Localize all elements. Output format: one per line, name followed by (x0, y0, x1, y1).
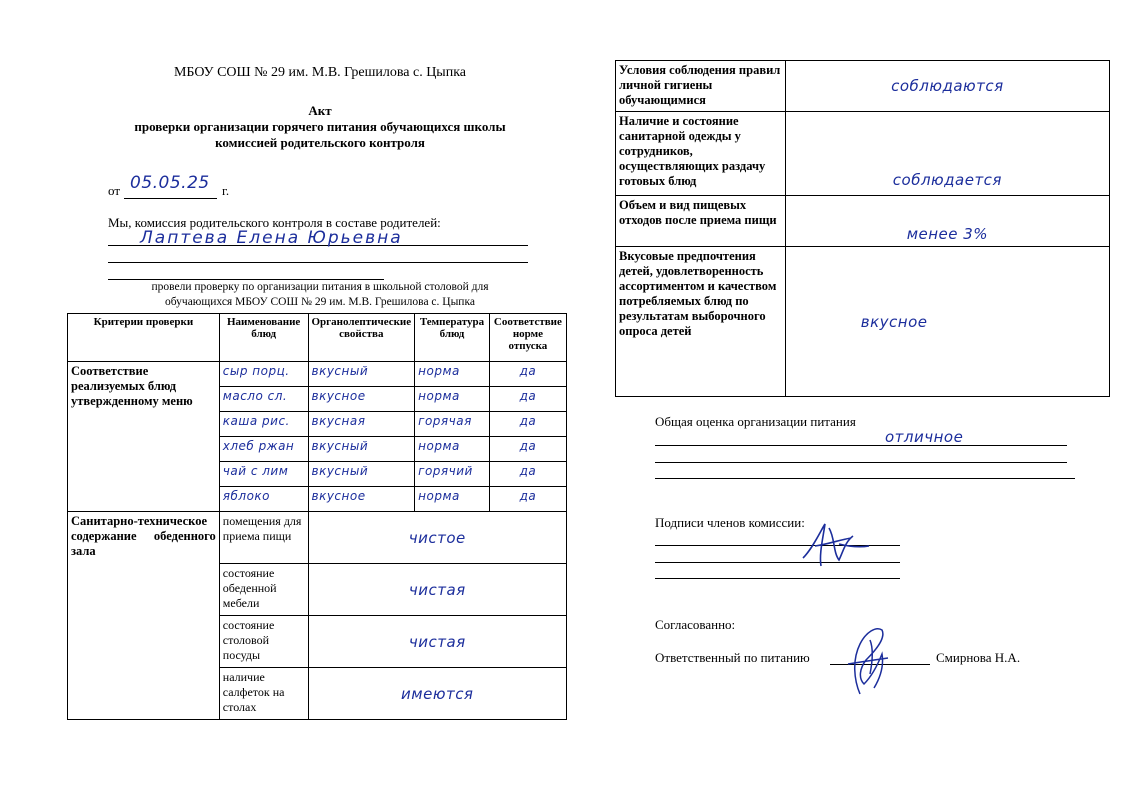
dish-norm: да (489, 362, 566, 387)
dish-props: вкусное (308, 487, 415, 512)
dish-temp: горячая (415, 412, 490, 437)
dish-name: яблоко (219, 487, 308, 512)
dish-temp: норма (415, 362, 490, 387)
conducted-line-1: провели проверку по организации питания в школьной столовой для (151, 281, 489, 293)
condition-value: соблюдается (785, 112, 1109, 196)
sanitary-value: чистая (308, 616, 567, 668)
col-header-norm: Соответствие норме отпуска (489, 314, 566, 362)
condition-label: Вкусовые предпочтения детей, удовлетворенность ассортиментом и качеством потребляемых блюд по результатам выборочного опроса детей (616, 247, 786, 397)
commission-text: Мы, комиссия родительского контроля в составе родителей: (108, 215, 441, 230)
dish-norm: да (489, 387, 566, 412)
dish-norm: да (489, 437, 566, 462)
dish-props: вкусный (308, 462, 415, 487)
responsible-name: Смирнова Н.А. (936, 650, 1021, 665)
dish-name: чай с лим (219, 462, 308, 487)
dish-temp: горячий (415, 462, 490, 487)
conducted-line-2: обучающихся МБОУ СОШ № 29 им. М.В. Грешилова с. Цыпка (165, 296, 475, 308)
date-value: 05.05.25 (130, 173, 210, 193)
member-name: Лаптева Елена Юрьевна (140, 228, 403, 248)
dish-props: вкусное (308, 387, 415, 412)
dish-name: сыр порц. (219, 362, 308, 387)
sanitary-item: наличие салфеток на столах (219, 668, 308, 720)
school-name: МБОУ СОШ № 29 им. М.В. Грешилова с. Цыпка (173, 65, 467, 80)
overall-value: отличное (885, 428, 964, 446)
act-subtitle-2: комиссией родительского контроля (215, 135, 425, 150)
col-header-dish: Наименование блюд (219, 314, 308, 362)
dish-props: вкусная (308, 412, 415, 437)
sanitary-value: чистая (308, 564, 567, 616)
col-header-props: Органолептические свойства (308, 314, 415, 362)
sanitary-value: чистое (308, 512, 567, 564)
date-suffix: г. (222, 183, 230, 198)
commission-signature-icon (795, 518, 875, 573)
condition-value: менее 3% (785, 196, 1109, 247)
responsible-label: Ответственный по питанию (655, 650, 810, 665)
condition-label: Объем и вид пищевых отходов после приема пищи (616, 196, 786, 247)
sanitary-item: состояние обеденной мебели (219, 564, 308, 616)
overall-label: Общая оценка организации питания (655, 414, 856, 429)
signatures-label: Подписи членов комиссии: (655, 515, 805, 530)
condition-value: вкусное (785, 247, 1109, 397)
inspection-table (67, 313, 567, 720)
sanitary-item: помещения для приема пищи (219, 512, 308, 564)
dish-temp: норма (415, 437, 490, 462)
responsible-signature-icon (830, 620, 900, 698)
sanitary-item: состояние столовой посуды (219, 616, 308, 668)
dish-name: хлеб ржан (219, 437, 308, 462)
col-header-criteria: Критерии проверки (68, 314, 220, 362)
dish-temp: норма (415, 487, 490, 512)
condition-label: Наличие и состояние санитарной одежды у сотрудников, осуществляющих раздачу готовых блюд (616, 112, 786, 196)
col-header-temp: Температура блюд (415, 314, 490, 362)
sanitary-value: имеются (308, 668, 567, 720)
condition-label: Условия соблюдения правил личной гигиены обучающимися (616, 61, 786, 112)
conditions-table (615, 60, 1110, 397)
condition-value: соблюдаются (785, 61, 1109, 112)
dish-temp: норма (415, 387, 490, 412)
dish-norm: да (489, 487, 566, 512)
dish-name: масло сл. (219, 387, 308, 412)
act-title: Акт (308, 103, 332, 118)
date-prefix: от (108, 183, 121, 198)
dish-norm: да (489, 462, 566, 487)
section-menu-label: Соответствие реализуемых блюд утвержденному меню (68, 362, 220, 512)
act-subtitle-1: проверки организации горячего питания обучающихся школы (134, 119, 506, 134)
dish-name: каша рис. (219, 412, 308, 437)
agreed-label: Согласованно: (655, 617, 736, 632)
dish-props: вкусный (308, 362, 415, 387)
section-sanitary-label: Санитарно-техническое содержание обеденного зала (68, 512, 220, 720)
dish-norm: да (489, 412, 566, 437)
dish-props: вкусный (308, 437, 415, 462)
